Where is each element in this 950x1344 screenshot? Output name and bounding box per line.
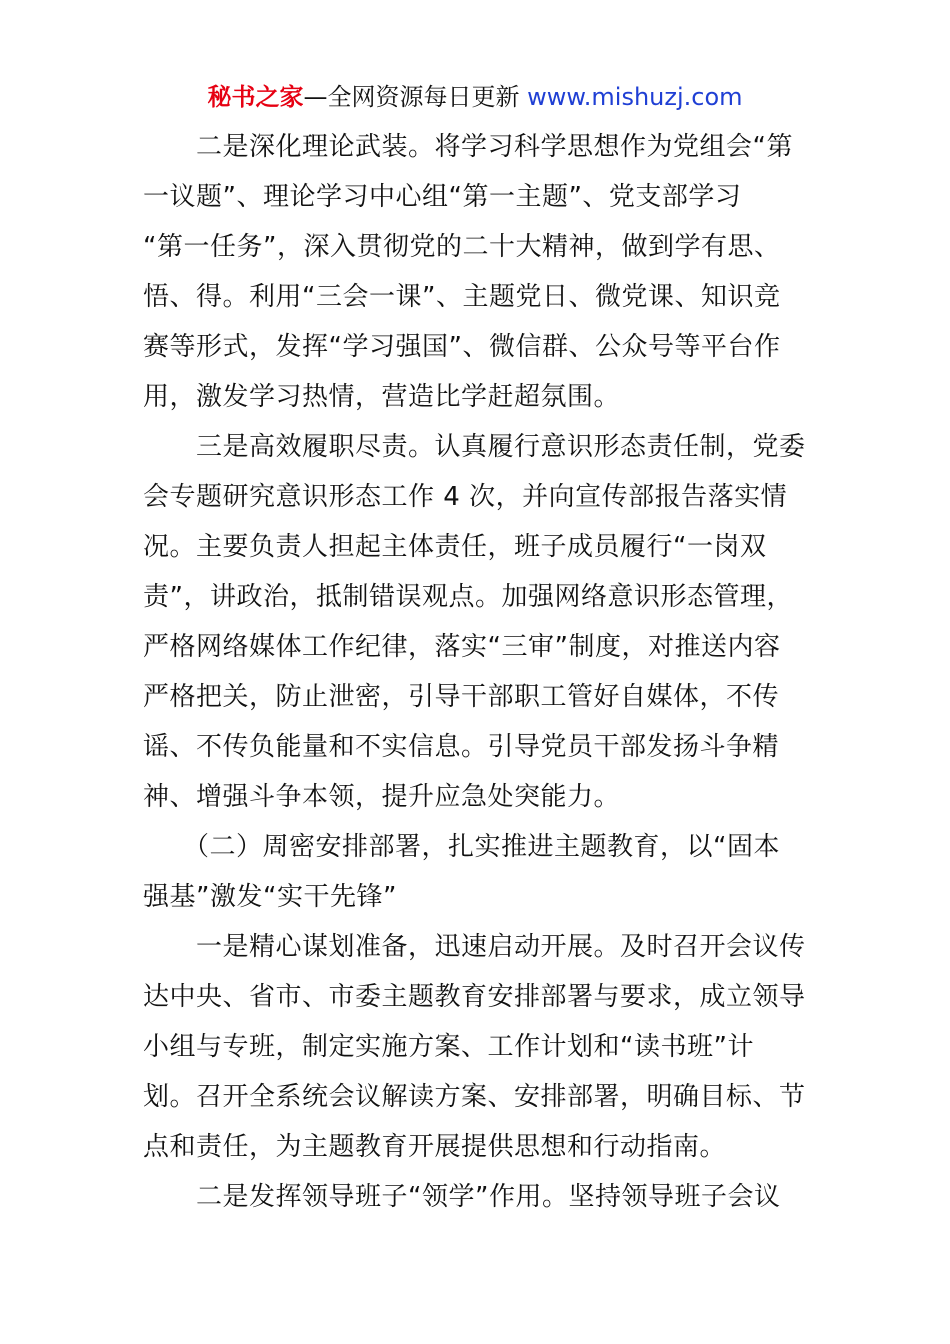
text-line: 二是深化理论武装。将学习科学思想作为党组会“第 — [143, 132, 793, 162]
text-line: 严格把关，防止泄密，引导干部职工管好自媒体，不传 — [143, 682, 780, 712]
text-line: （二）周密安排部署，扎实推进主题教育，以“固本 — [143, 832, 780, 862]
site-brand: 秘书之家 — [207, 83, 304, 111]
text-line: 点和责任，为主题教育开展提供思想和行动指南。 — [143, 1132, 727, 1162]
text-line: 二是发挥领导班子“领学”作用。坚持领导班子会议 — [143, 1182, 781, 1212]
text-line: 小组与专班，制定实施方案、工作计划和“读书班”计 — [143, 1032, 754, 1062]
text-line: 严格网络媒体工作纪律，落实“三审”制度，对推送内容 — [143, 632, 781, 662]
text-line: 划。召开全系统会议解读方案、安排部署，明确目标、节 — [143, 1082, 806, 1112]
text-line: 一是精心谋划准备，迅速启动开展。及时召开会议传 — [143, 932, 806, 962]
text-line: 三是高效履职尽责。认真履行意识形态责任制，党委 — [143, 432, 806, 462]
text-line: 会专题研究意识形态工作 4 次，并向宣传部报告落实情 — [143, 482, 788, 512]
site-url[interactable]: www.mishuzj.com — [527, 83, 743, 111]
text-line: 赛等形式，发挥“学习强国”、微信群、公众号等平台作 — [143, 332, 781, 362]
text-line: 强基”激发“实干先锋” — [143, 882, 397, 912]
text-line: 神、增强斗争本领，提升应急处突能力。 — [143, 782, 621, 812]
text-line: 谣、不传负能量和不实信息。引导党员干部发扬斗争精 — [143, 732, 780, 762]
document-body — [143, 122, 807, 1222]
site-tagline: —全网资源每日更新 — [303, 83, 520, 111]
text-line: “第一任务”，深入贯彻党的二十大精神，做到学有思、 — [143, 232, 781, 262]
text-line: 责”，讲政治，抵制错误观点。加强网络意识形态管理， — [143, 582, 793, 612]
text-line: 悟、得。利用“三会一课”、主题党日、微党课、知识竞 — [143, 282, 781, 312]
text-line: 用，激发学习热情，营造比学赶超氛围。 — [143, 382, 621, 412]
site-header — [0, 80, 950, 114]
text-line: 达中央、省市、市委主题教育安排部署与要求，成立领导 — [143, 982, 806, 1012]
text-line: 一议题”、理论学习中心组“第一主题”、党支部学习 — [143, 182, 742, 212]
text-line: 况。主要负责人担起主体责任，班子成员履行“一岗双 — [143, 532, 767, 562]
